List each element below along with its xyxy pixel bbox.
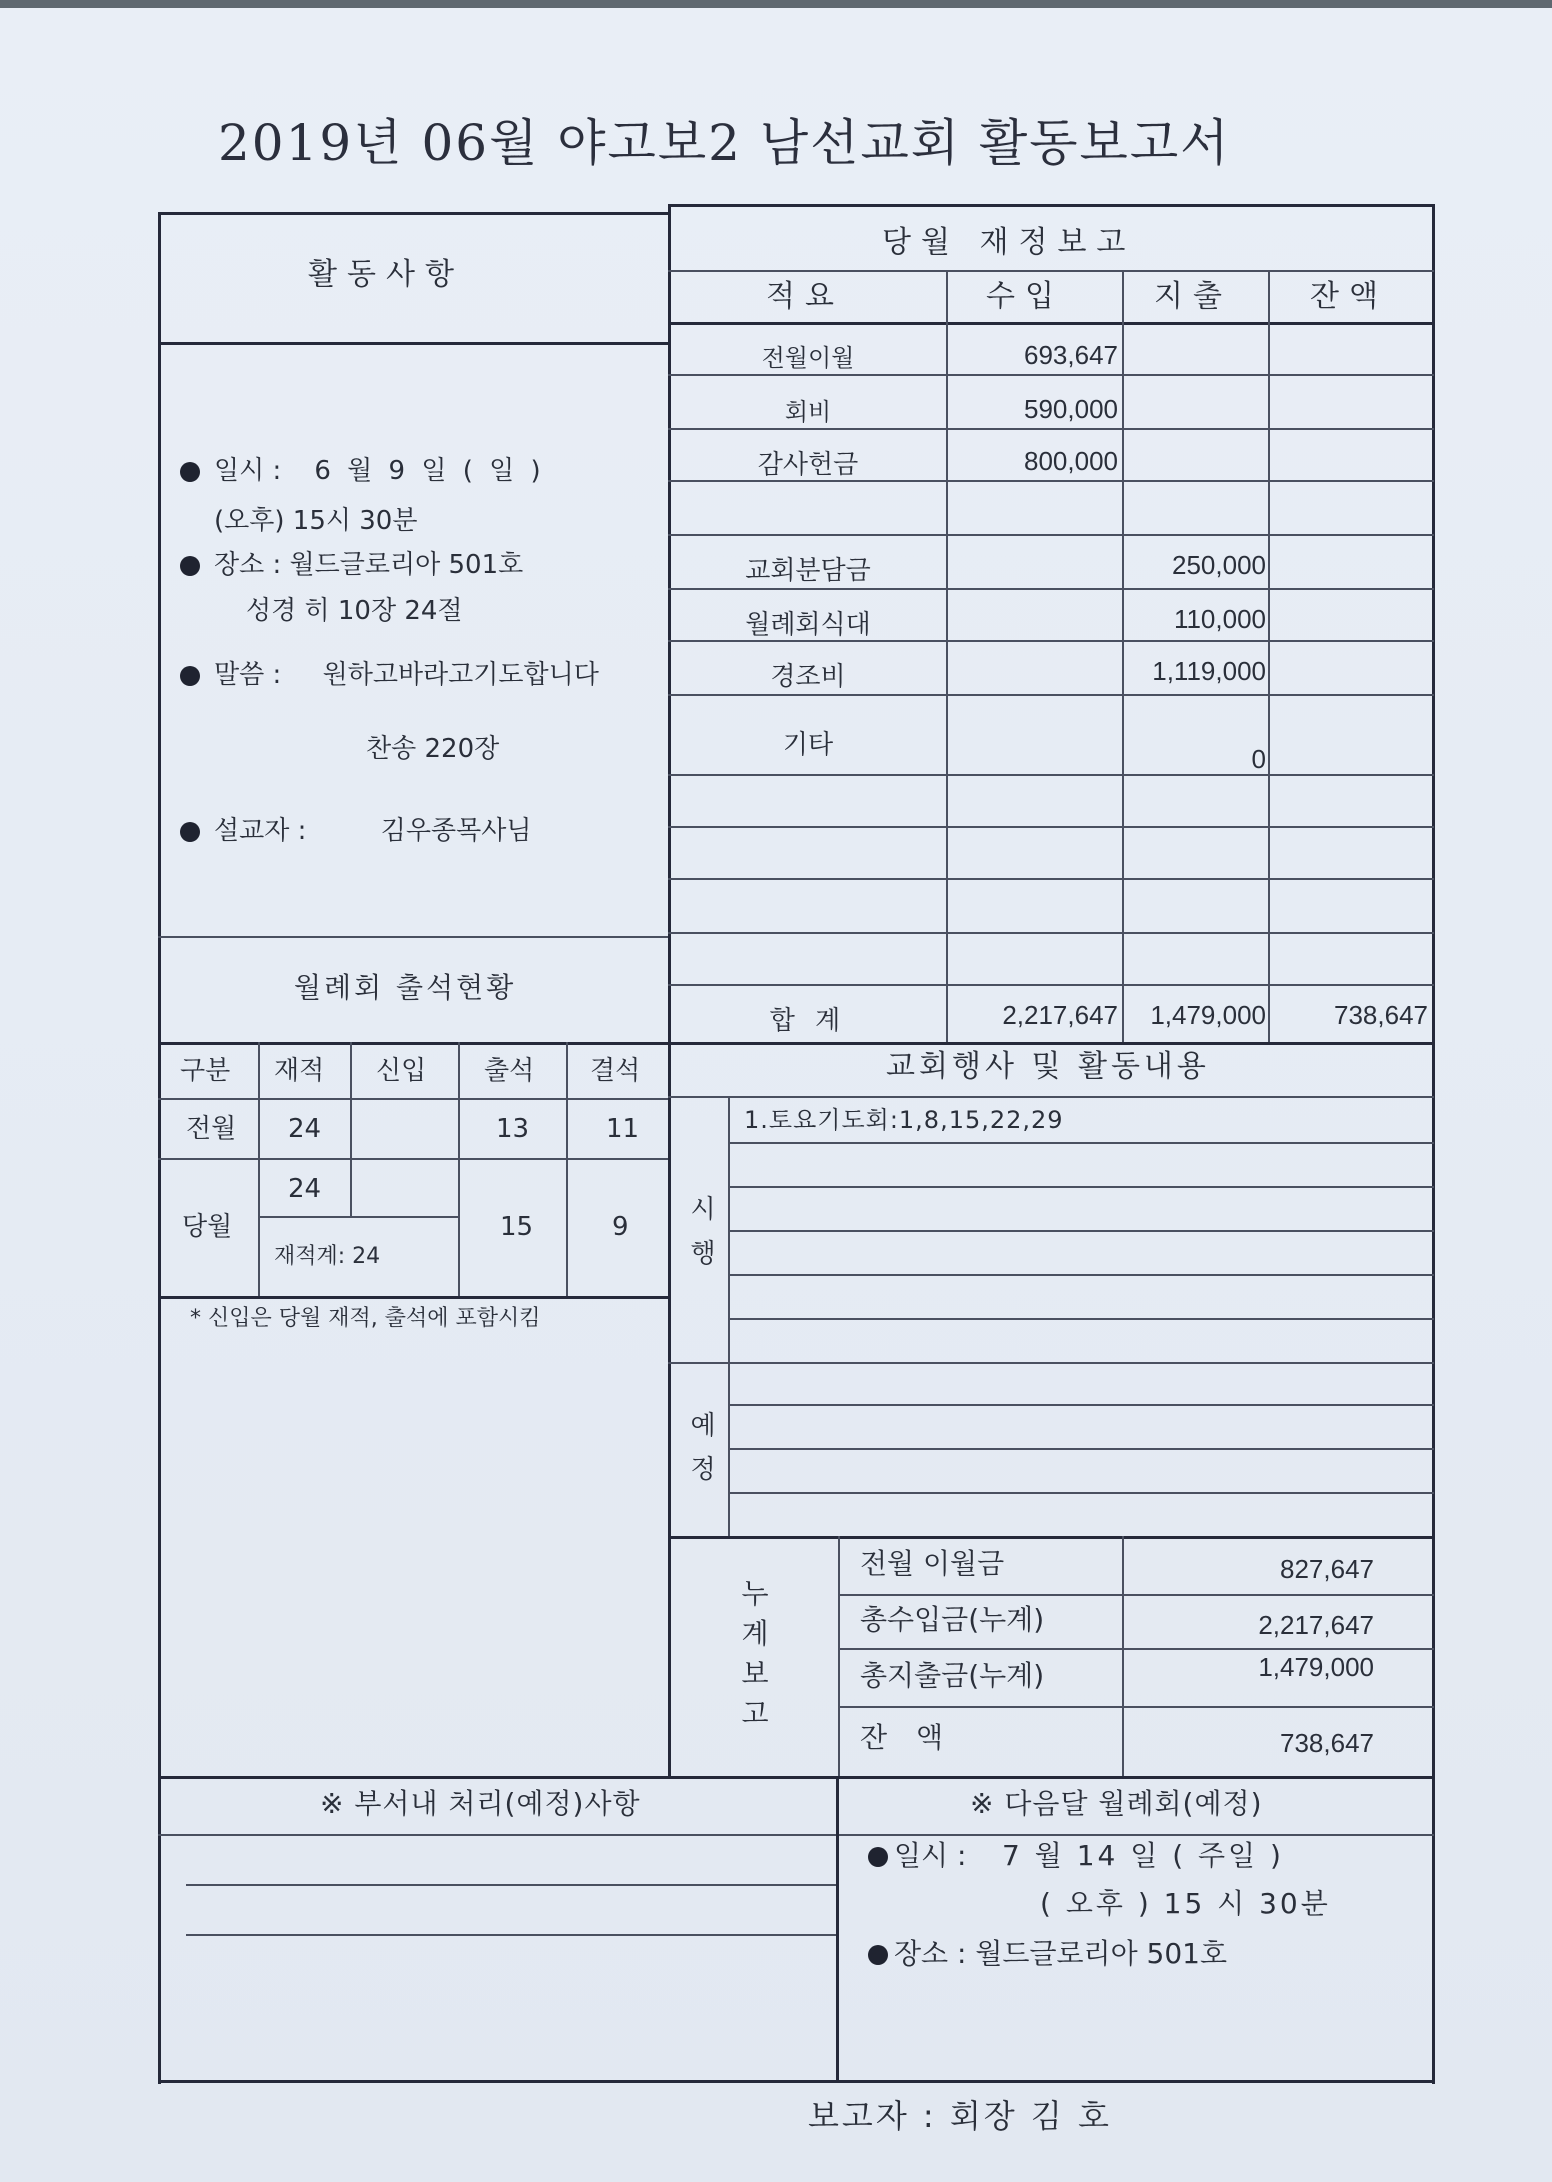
finance-total-balance: 738,647 [1334, 1000, 1428, 1030]
activity-time: (오후) 15시 30분 [214, 506, 418, 536]
cum-row-label: 전월 이월금 [860, 1547, 1005, 1580]
finance-total-expense: 1,479,000 [1150, 1000, 1266, 1030]
reporter: 보고자 : 회장 김 호 [808, 2097, 1112, 2135]
finance-header: 당월 재정보고 [882, 225, 1136, 260]
next-date: 일시 : 7 월 14 일 ( 주일 ) [868, 1842, 1284, 1870]
report-paper [0, 8, 1552, 2182]
finance-row-item: 교회분담금 [745, 556, 871, 586]
cum-row-value: 738,647 [1280, 1728, 1374, 1758]
finance-row-income: 800,000 [1024, 446, 1118, 476]
cum-row-value: 2,217,647 [1258, 1610, 1374, 1640]
att-prev-enrolled: 24 [288, 1114, 322, 1144]
att-cur-attended: 15 [500, 1212, 534, 1242]
cum-row-label: 잔 액 [860, 1721, 953, 1754]
finance-row-expense: 0 [1251, 744, 1266, 774]
att-cur-absent: 9 [612, 1212, 629, 1242]
finance-row-item: 감사헌금 [757, 450, 859, 480]
next-place: 장소 : 월드글로리아 501호 [868, 1940, 1227, 1968]
activity-sermon: 말씀 : 원하고바라고기도합니다 [180, 662, 599, 688]
att-col-absent: 결석 [590, 1056, 641, 1086]
next-header: ※ 다음달 월례회(예정) [970, 1787, 1263, 1820]
att-col-enrolled: 재적 [274, 1056, 325, 1086]
finance-row-income: 590,000 [1024, 394, 1118, 424]
cum-row-value: 827,647 [1280, 1554, 1374, 1584]
finance-row-item: 기타 [782, 730, 834, 760]
att-prev-absent: 11 [606, 1114, 640, 1144]
bullet-icon [868, 1945, 888, 1965]
next-time: ( 오후 ) 15 시 30분 [1040, 1887, 1331, 1920]
activity-header: 활동사항 [308, 257, 464, 292]
finance-col-expense: 지출 [1154, 279, 1232, 314]
finance-row-income: 693,647 [1024, 340, 1118, 370]
events-done-item: 1.토요기도회:1,8,15,22,29 [744, 1106, 1064, 1134]
bullet-icon [868, 1847, 888, 1867]
cum-row-label: 총지출금(누계) [860, 1659, 1045, 1692]
activity-date: 일시 : 6 월 9 일 ( 일 ) [180, 458, 545, 484]
activity-preacher: 설교자 : 김우종목사님 [180, 818, 531, 844]
finance-row-expense: 1,119,000 [1152, 656, 1266, 686]
att-col-new: 신입 [376, 1056, 427, 1086]
dept-header: ※ 부서내 처리(예정)사항 [320, 1787, 641, 1820]
attendance-note: * 신입은 당월 재적, 출석에 포함시킴 [190, 1306, 541, 1331]
events-header: 교회행사 및 활동내용 [886, 1049, 1210, 1084]
cum-row-value: 1,479,000 [1258, 1652, 1374, 1682]
att-cur-enrolled: 24 [288, 1174, 322, 1204]
bullet-icon [180, 666, 200, 686]
att-col-type: 구분 [180, 1056, 231, 1086]
finance-total-label: 합 계 [769, 1006, 847, 1036]
report-title: 2019년 06월 야고보2 남선교회 활동보고서 [218, 114, 1231, 172]
finance-col-income: 수입 [986, 279, 1064, 314]
att-col-attended: 출석 [484, 1056, 535, 1086]
activity-scripture: 성경 히 10장 24절 [246, 596, 463, 626]
bullet-icon [180, 462, 200, 482]
bullet-icon [180, 822, 200, 842]
attendance-header: 월례회 출석현황 [294, 971, 517, 1004]
cum-row-label: 총수입금(누계) [860, 1603, 1045, 1636]
cumulative-label: 누계보고 [741, 1577, 769, 1730]
activity-place: 장소 : 월드글로리아 501호 [180, 552, 523, 578]
att-cur-total: 재적계: 24 [274, 1244, 381, 1269]
events-plan-label: 예정 [690, 1411, 716, 1485]
events-done-label: 시행 [690, 1195, 716, 1269]
finance-col-item: 적요 [766, 279, 844, 314]
finance-row-expense: 250,000 [1172, 550, 1266, 580]
att-prev-attended: 13 [496, 1114, 530, 1144]
finance-row-item: 경조비 [770, 662, 846, 692]
bullet-icon [180, 556, 200, 576]
finance-row-item: 월례회식대 [745, 610, 871, 640]
finance-total-income: 2,217,647 [1002, 1000, 1118, 1030]
att-cur-label: 당월 [182, 1212, 233, 1242]
finance-row-item: 전월이월 [761, 344, 855, 372]
finance-row-item: 회비 [784, 398, 832, 426]
att-prev-label: 전월 [186, 1114, 237, 1144]
finance-col-balance: 잔액 [1310, 279, 1388, 314]
activity-hymn: 찬송 220장 [366, 734, 500, 764]
finance-row-expense: 110,000 [1173, 604, 1266, 634]
